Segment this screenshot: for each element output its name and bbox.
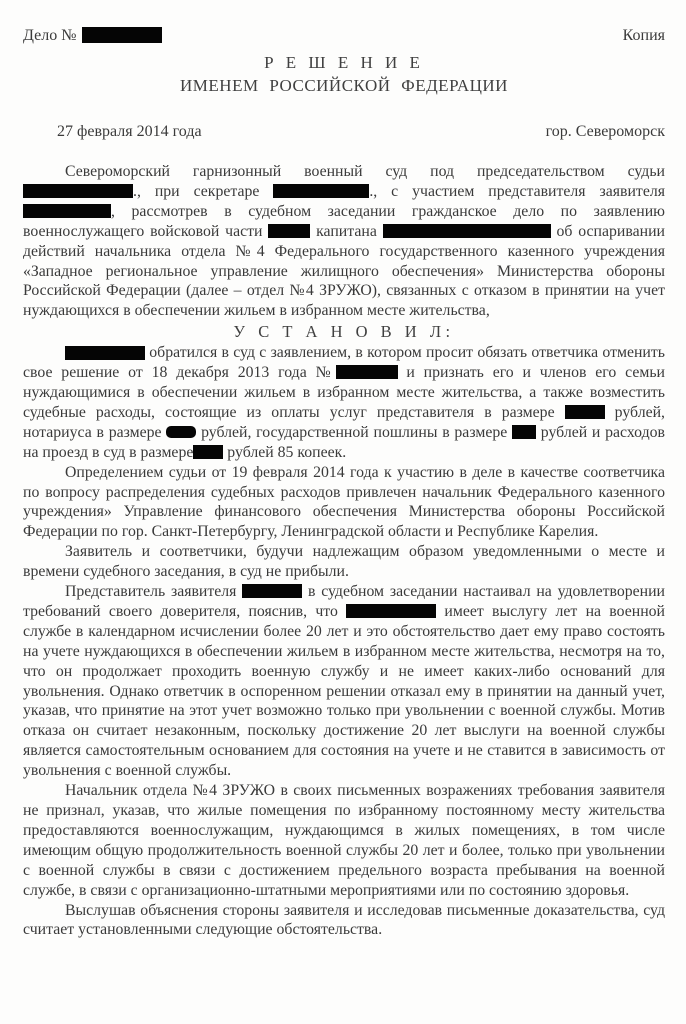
redaction-bar [166, 426, 196, 438]
paragraph [23, 781, 665, 900]
redaction-bar [346, 604, 436, 618]
redaction-bar [82, 27, 162, 43]
redaction-bar [565, 405, 605, 419]
text-segment: ., при секретаре [133, 182, 274, 200]
redaction-bar [242, 584, 302, 598]
paragraph [23, 582, 665, 781]
document-title [23, 52, 665, 98]
page-header [23, 26, 665, 46]
paragraph [23, 162, 665, 321]
redaction-bar [336, 365, 398, 379]
paragraph [23, 901, 665, 941]
text-segment: имеет выслугу лет на военной службе в календарном исчислении более 20 лет и это обстоятельство дает ему право состоять на учете нуждающихся в обеспечении жильем в избранном месте жительства, несмотря на то, что он продолжает проходить военную службу и не имеет каких-либо оснований для увольнения. Однако ответчик в оспоренном решении отказал ему в принятии на данный учет, указав, что принятие на этот учет возможно только при увольнении с военной службы. Мотив отказа он считает незаконным, поскольку достижение 20 лет выслуги на военной службы является самостоятельным основанием для состояния на учете и не ставится в зависимость от увольнения с военной службы. [23, 602, 665, 780]
copy-label: Копия [622, 27, 665, 44]
text-segment: Определением судьи от 19 февраля 2014 года к участию в деле в качестве соответчика по вопросу распределения судебных расходов привлечен начальник Федерального казенного учреждения» Управление финансового обеспечения Министерства обороны Российской Федерации по гор. Санкт-Петербургу, Ленинградской области и Республике Карелия. [23, 463, 665, 541]
redaction-bar [65, 346, 145, 360]
redaction-bar [512, 425, 536, 439]
text-segment: обратился в суд с заявлением, в котором просит обязать ответчика отменить свое решение от 18 декабря 2013 года № [23, 344, 665, 382]
text-segment: рублей и расходов на проезд в суд в размере [23, 423, 665, 461]
title-imenem-rf: ИМЕНЕМ РОССИЙСКОЙ ФЕДЕРАЦИИ [180, 76, 508, 95]
redaction-bar [273, 184, 369, 198]
text-segment: ., с участием представителя заявителя [369, 182, 665, 200]
paragraph [23, 463, 665, 543]
text-segment: Заявитель и соответчики, будучи надлежащим образом уведомленными о месте и времени судебного заседания, в суд не прибыли. [23, 543, 665, 581]
paragraph [23, 542, 665, 582]
text-segment: , рассмотрев в судебном заседании гражданское дело по заявлению военнослужащего войсковой части [23, 202, 665, 240]
text-segment: Начальник отдела №4 ЗРУЖО в своих письменных возражениях требования заявителя не признал, указав, что жилые помещения по избранному постоянному месту жительства предоставляются военнослужащим, нуждающимся в жилых помещениях, в том числе имеющим общую продолжительность военной службы 20 лет и более, только при увольнении с военной службы в связи с достижением предельного возраста пребывания на военной службе, в связи с организационно-штатными мероприятиями или по состоянию здоровья. [23, 782, 665, 899]
text-segment: Выслушав объяснения стороны заявителя и исследовав письменные доказательства, суд считает установленными следующие обстоятельства. [23, 901, 665, 939]
decision-city: гор. Североморск [545, 123, 665, 140]
document-body [23, 162, 665, 940]
text-segment: в судебном заседании настаивал на удовлетворении требований своего доверителя, пояснив, что [23, 583, 665, 620]
redaction-bar [268, 224, 310, 238]
redaction-bar [23, 184, 133, 198]
case-number [23, 26, 162, 46]
redaction-bar [383, 224, 551, 238]
redaction-bar [193, 445, 223, 459]
paragraph [23, 343, 665, 462]
text-segment: об оспаривании действий начальника отдела №4 Федерального государственного казенного учреждения «Западное региональное управление жилищного обеспечения» Министерства обороны Российской Федерации (далее – отдел №4 ЗРУЖО), связанных с отказом в принятии на учет нуждающихся в обеспечении жильем в избранном месте жительства, [23, 222, 665, 320]
text-segment: рублей, нотариуса в размере [23, 403, 665, 441]
text-segment: капитана [310, 222, 383, 240]
text-segment: и признать его и членов его семьи нуждающимися в обеспечении жильем в избранном месте жительства, а также возместить судебные расходы, состоящие из оплаты услуг представителя в размере [23, 364, 665, 421]
section-heading: У С Т А Н О В И Л: [233, 322, 455, 342]
redaction-bar [23, 204, 111, 218]
date-place-row [23, 122, 665, 142]
case-number-label: Дело № [23, 27, 77, 44]
decision-date: 27 февраля 2014 года [57, 123, 202, 140]
text-segment: Североморский гарнизонный военный суд под председательством судьи [65, 163, 665, 180]
text-segment: рублей 85 копеек. [223, 443, 347, 461]
title-reshenie: Р Е Ш Е Н И Е [264, 53, 424, 72]
text-segment: рублей, государственной пошлины в размере [196, 423, 513, 441]
text-segment: Представитель заявителя [65, 583, 243, 601]
